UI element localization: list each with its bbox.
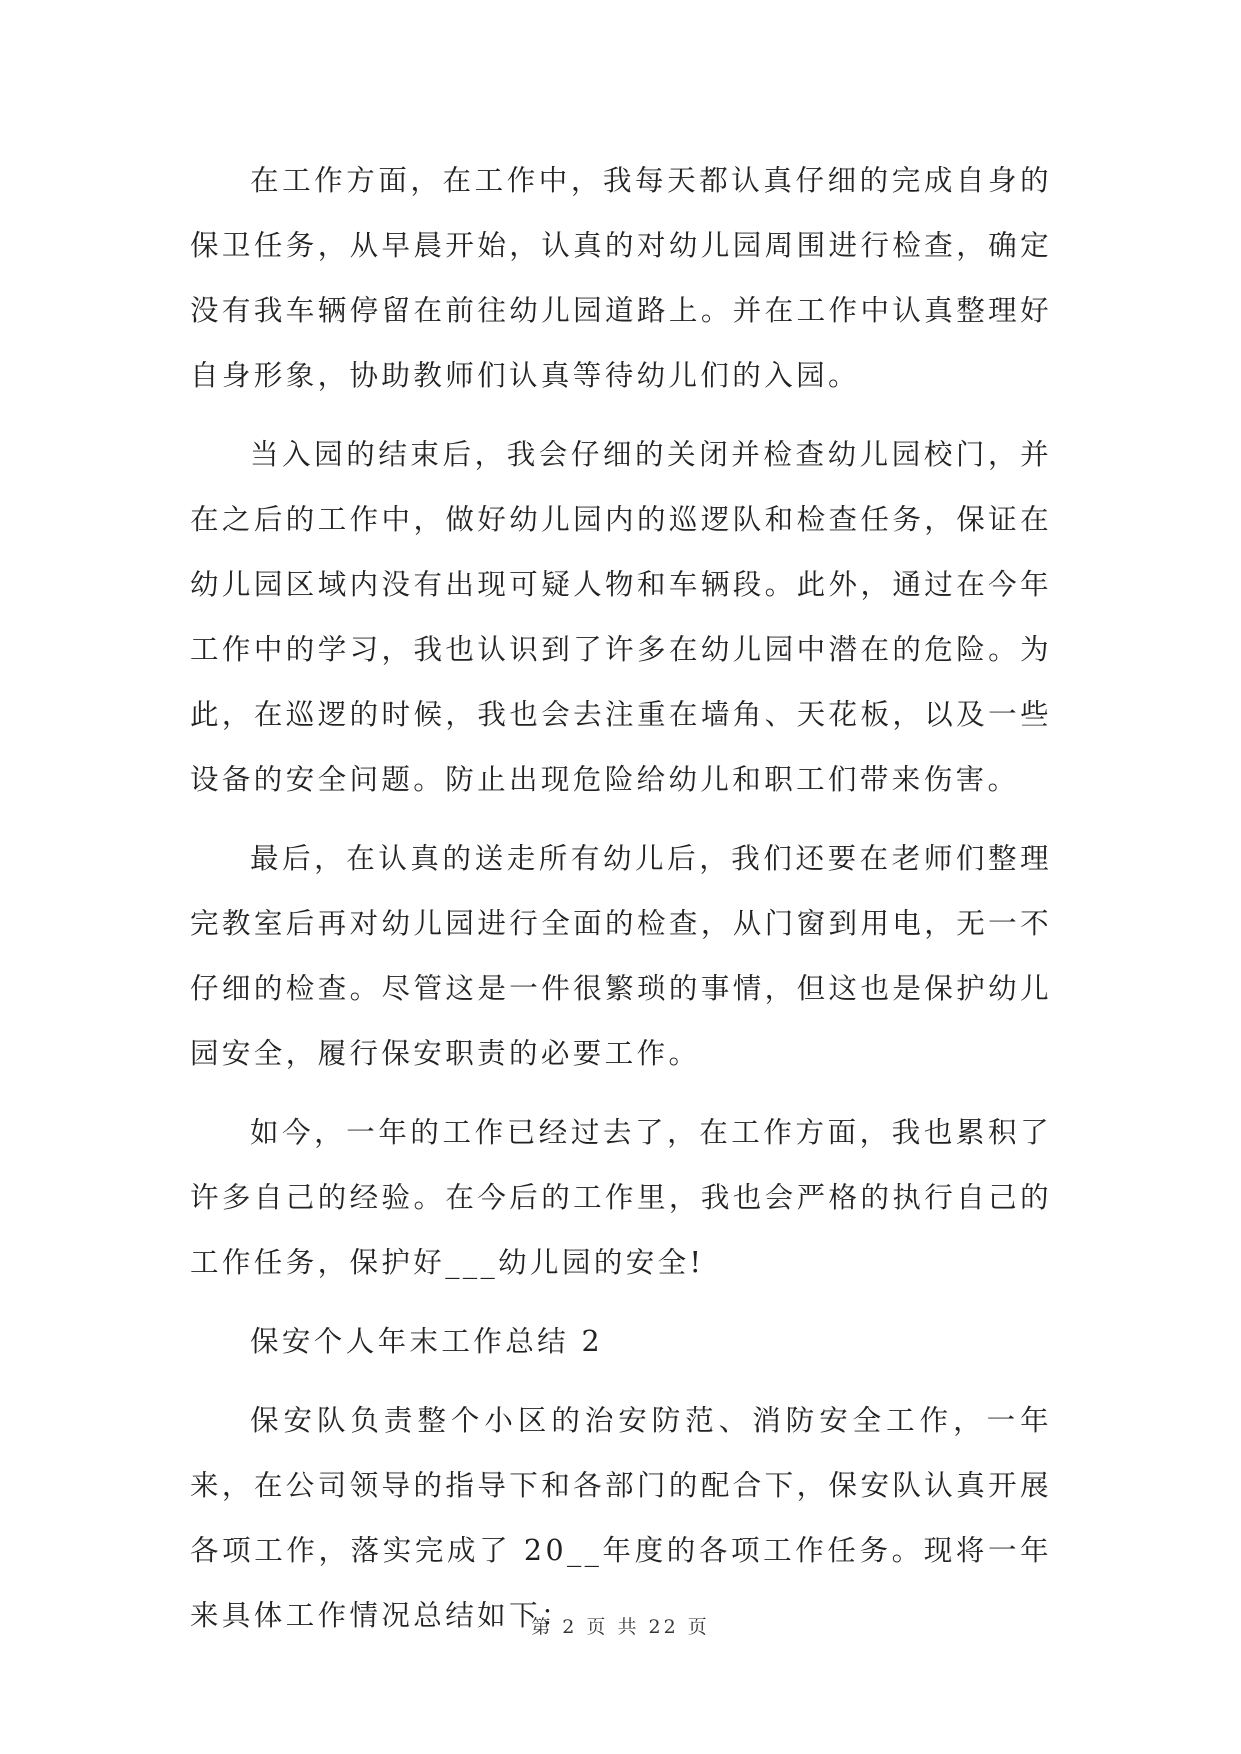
paragraph-work-duties: 在工作方面，在工作中，我每天都认真仔细的完成自身的保卫任务，从早晨开始，认真的对幼儿园周围进行检查，确定没有我车辆停留在前往幼儿园道路上。并在工作中认真整理好自身形象，协助教师们认真等待幼儿们的入园。	[190, 164, 1052, 392]
paragraph-patrol: 当入园的结束后，我会仔细的关闭并检查幼儿园校门，并在之后的工作中，做好幼儿园内的巡逻队和检查任务，保证在幼儿园区域内没有出现可疑人物和车辆段。此外，通过在今年工作中的学习，我也认识到了许多在幼儿园中潜在的危险。为此，在巡逻的时候，我也会去注重在墙角、天花板，以及一些设备的安全问题。防止出现危险给幼儿和职工们带来伤害。	[190, 438, 1052, 796]
section-title: 保安个人年末工作总结 2	[250, 1325, 603, 1358]
paragraph-conclusion: 如今，一年的工作已经过去了，在工作方面，我也累积了许多自己的经验。在今后的工作里，我也会严格的执行自己的工作任务，保护好___幼儿园的安全!	[190, 1116, 1052, 1279]
document-body	[190, 148, 1052, 1662]
paragraph-section-intro: 保安队负责整个小区的治安防范、消防安全工作，一年来，在公司领导的指导下和各部门的配合下，保安队认真开展各项工作，落实完成了 20__年度的各项工作任务。现将一年来具体工作情况总结如下：	[190, 1404, 1052, 1632]
page-number-footer: 第 2 页 共 22 页	[531, 1616, 710, 1638]
paragraph-final-check: 最后，在认真的送走所有幼儿后，我们还要在老师们整理完教室后再对幼儿园进行全面的检查，从门窗到用电，无一不仔细的检查。尽管这是一件很繁琐的事情，但这也是保护幼儿园安全，履行保安职责的必要工作。	[190, 842, 1052, 1070]
